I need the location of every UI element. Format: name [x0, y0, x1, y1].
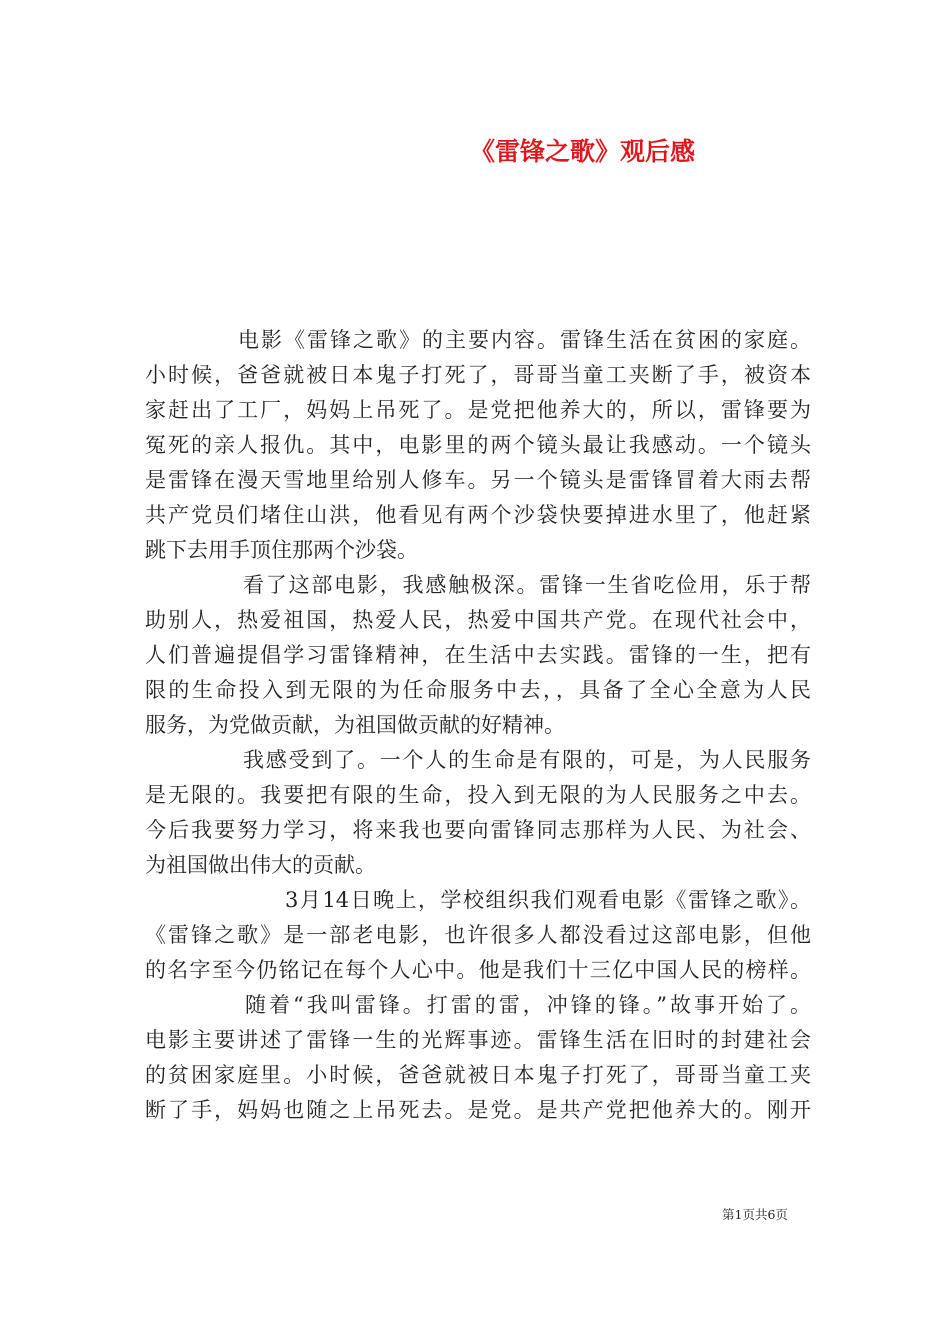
document-title: 《雷锋之歌》观后感 [470, 137, 696, 166]
text-line: 今后我要努力学习，将来我也要向雷锋同志那样为人民、为社会、 [145, 818, 811, 842]
text-line: 是雷锋在漫天雪地里给别人修车。另一个镜头是雷锋冒着大雨去帮 [145, 468, 811, 492]
text-line: 电影主要讲述了雷锋一生的光辉事迹。雷锋生活在旧时的封建社会 [145, 1028, 811, 1052]
text-line: 的贫困家庭里。小时候，爸爸就被日本鬼子打死了，哥哥当童工夹 [145, 1063, 811, 1087]
document-body [145, 323, 811, 1128]
text-line: 我感受到了。一个人的生命是有限的，可是，为人民服务 [243, 748, 811, 772]
text-line: 家赶出了工厂，妈妈上吊死了。是党把他养大的，所以，雷锋要为 [145, 398, 811, 422]
text-line: 人们普遍提倡学习雷锋精神，在生活中去实践。雷锋的一生，把有 [145, 643, 811, 667]
text-line: 助别人，热爱祖国，热爱人民，热爱中国共产党。在现代社会中， [145, 608, 811, 632]
text-line: 共产党员们堵住山洪，他看见有两个沙袋快要掉进水里了，他赶紧 [145, 503, 811, 527]
text-line: 随着“我叫雷锋。打雷的雷，冲锋的锋。”故事开始了。 [245, 993, 811, 1017]
text-line: 断了手，妈妈也随之上吊死去。是党。是共产党把他养大的。刚开 [145, 1098, 811, 1122]
text-line: 电影《雷锋之歌》的主要内容。雷锋生活在贫困的家庭。 [238, 328, 811, 352]
text-line: 3月14日晚上，学校组织我们观看电影《雷锋之歌》。 [285, 888, 811, 912]
text-line: 是无限的。我要把有限的生命，投入到无限的为人民服务之中去。 [145, 783, 811, 807]
text-line: 的名字至今仍铭记在每个人心中。他是我们十三亿中国人民的榜样。 [145, 958, 811, 982]
text-line: 《雷锋之歌》是一部老电影，也许很多人都没看过这部电影，但他 [145, 923, 811, 947]
text-line: 看了这部电影，我感触极深。雷锋一生省吃俭用，乐于帮 [243, 573, 811, 597]
text-line: 跳下去用手顶住那两个沙袋。 [145, 538, 418, 562]
text-line: 小时候，爸爸就被日本鬼子打死了，哥哥当童工夹断了手，被资本 [145, 363, 811, 387]
text-line: 限的生命投入到无限的为任命服务中去，，具备了全心全意为人民 [145, 678, 811, 702]
text-line: 为祖国做出伟大的贡献。 [145, 853, 376, 877]
page-number: 第1页共6页 [722, 1207, 788, 1222]
text-line: 服务，为党做贡献，为祖国做贡献的好精神。 [145, 713, 565, 737]
text-line: 冤死的亲人报仇。其中，电影里的两个镜头最让我感动。一个镜头 [145, 433, 811, 457]
